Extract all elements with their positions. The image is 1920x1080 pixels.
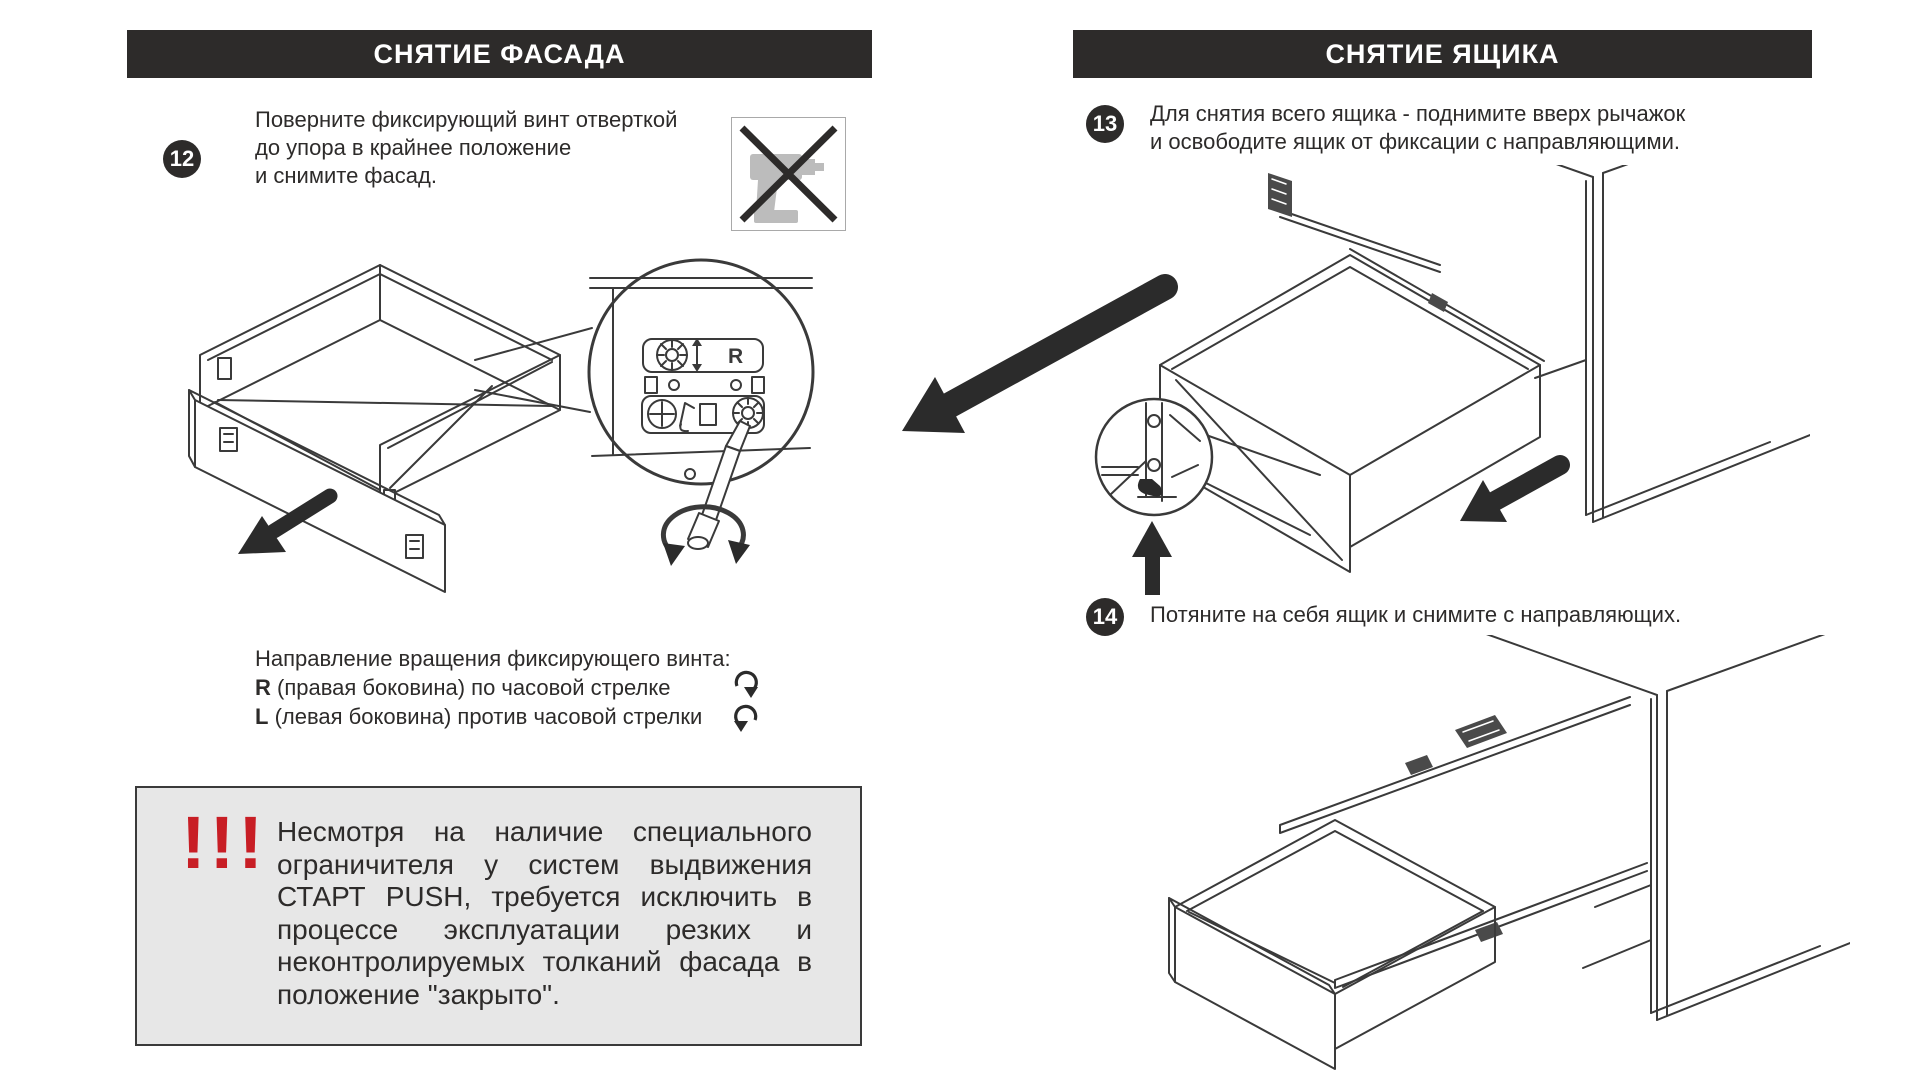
drawer-box (1169, 820, 1495, 1069)
rotation-note-r: R (правая боковина) по часовой стрелке (255, 675, 671, 700)
section-title-drawer-removal (1073, 30, 1812, 78)
step-badge-12: 12 (163, 140, 201, 178)
warning-exclamation-marks: !!! (181, 801, 267, 884)
facade-removal-drawing (140, 240, 880, 645)
cabinet-body (1475, 635, 1850, 1020)
side-label-r: R (728, 345, 744, 368)
drawer-slide-rails (1280, 697, 1647, 988)
drawer-box (1160, 249, 1544, 572)
step-badge-14: 14 (1086, 598, 1124, 636)
rotation-note-l: L (левая боковина) против часовой стрелки (255, 704, 703, 729)
section-title-text: СНЯТИЕ ЯЩИКА (1325, 38, 1560, 69)
clockwise-arrow-icon (731, 667, 763, 704)
drawer-removed-drawing (935, 635, 1850, 1075)
drawer-unlock-drawing (880, 165, 1810, 600)
rotation-note-heading: Направление вращения фиксирующего винта: (255, 646, 731, 671)
drill-silhouette (750, 154, 824, 223)
step-badge-13: 13 (1086, 105, 1124, 143)
section-title-facade-removal (127, 30, 872, 78)
lever-detail-circle (1096, 399, 1212, 515)
counterclockwise-arrow-icon (729, 701, 761, 738)
step-12-text: Поверните фиксирующий винт отверткой до упора в крайнее положение и снимите фасад. (255, 107, 678, 188)
no-drill-icon (731, 117, 846, 231)
section-title-text: СНЯТИЕ ФАСАДА (373, 38, 626, 69)
lift-lever-arrow (1132, 521, 1172, 595)
warning-text: Несмотря на наличие специального ограничителя у систем выдвижения СТАРТ PUSH, требуется исключить в процессе эксплуатации резких и неконтролируемых толканий фасада в положение "закрыто". (277, 816, 812, 1010)
step-13-text: Для снятия всего ящика - поднимите вверх рычажок и освободите ящик от фиксации с направляющими. (1150, 101, 1686, 154)
cabinet-body (1440, 165, 1810, 522)
facade-panel (189, 390, 445, 592)
step-14-text: Потяните на себя ящик и снимите с направляющих. (1150, 602, 1682, 627)
magnifier-circle (589, 260, 813, 484)
warning-box (135, 786, 862, 1046)
